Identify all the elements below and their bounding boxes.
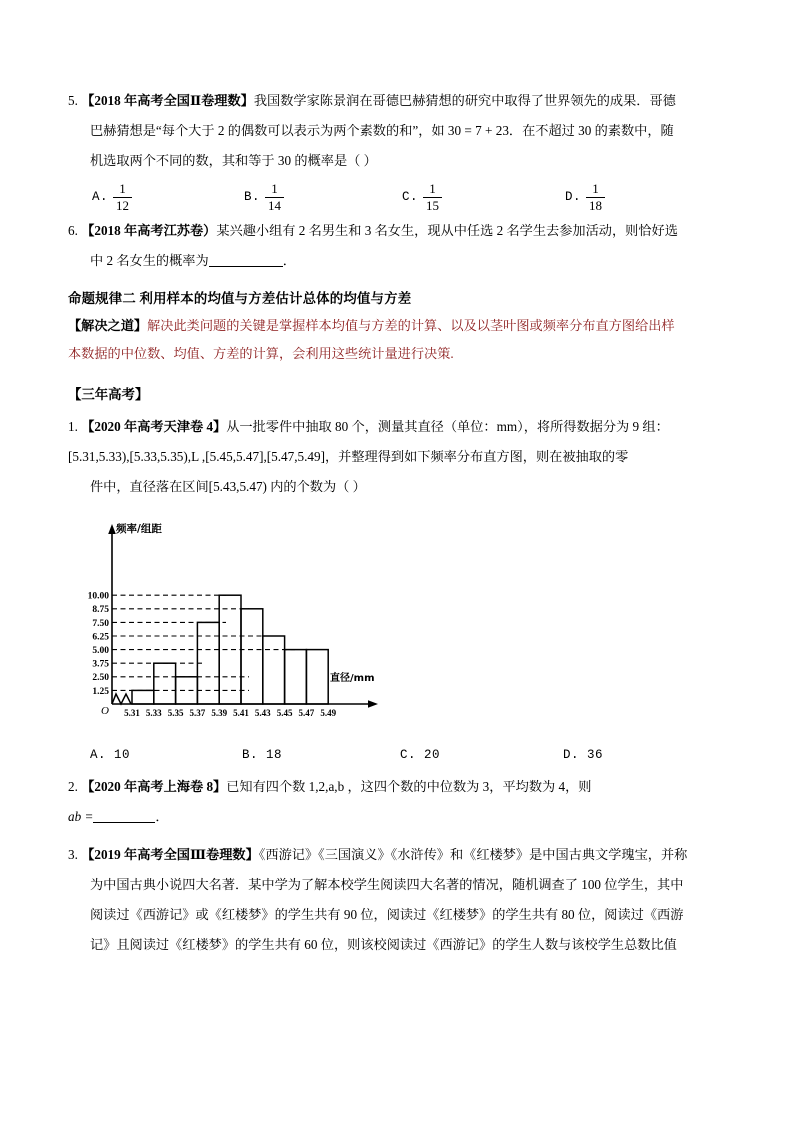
q6-source: 【2018 年高考江苏卷） — [81, 223, 217, 239]
y-tick-1.25: 1.25 — [92, 687, 109, 698]
q6-line2 — [68, 246, 728, 276]
q5-option-c[interactable] — [402, 182, 565, 212]
question-6 — [68, 216, 728, 276]
bar-2 — [154, 663, 176, 704]
q5-number: 5. — [68, 93, 78, 108]
x-axis-label: 直径/mm — [330, 673, 375, 685]
t2-source: 【2020 年高考上海卷 8】 — [81, 779, 227, 795]
histogram-bars — [132, 595, 328, 704]
t3-line1: 《西游记》《三国演义》《水浒传》和《红楼梦》是中国古典文学瑰宝，并称 — [258, 847, 688, 863]
solution-tag: 【解决之道】 — [68, 318, 148, 334]
page-content — [68, 86, 728, 960]
q5-option-d-fraction — [586, 182, 605, 212]
t3-line3: 阅读过《西游记》或《红楼梦》的学生共有 90 位，阅读过《红楼梦》的学生共有 80 位，阅读过《西游 — [90, 907, 684, 923]
t3-line2: 为中国古典小说四大名著．某中学为了解本校学生阅读四大名著的情况，随机调查了 100 位学生，其中 — [90, 877, 684, 893]
bar-9 — [306, 650, 328, 704]
t3-number: 3. — [68, 847, 78, 863]
q5-option-d-numerator: 1 — [592, 181, 599, 196]
q5-option-c-numerator: 1 — [429, 181, 436, 196]
q5-line2: 巴赫猜想是“每个大于 2 的偶数可以表示为两个素数的和”，如 30 = 7 + 23．在不超过 30 的素数中，随 — [90, 123, 674, 138]
q6-number: 6. — [68, 223, 78, 239]
t1-option-c-value: 20 — [424, 748, 441, 763]
t1-option-c-label: C. — [400, 748, 417, 763]
solution-line1: 解决此类问题的关键是掌握样本均值与方差的计算、以及以茎叶图或频率分布直方图给出样 — [147, 318, 675, 334]
x-tick-5.33: 5.33 — [145, 708, 162, 719]
histogram-svg — [82, 518, 422, 730]
t1-option-a[interactable] — [90, 748, 242, 762]
q5-option-b-denominator: 14 — [265, 197, 284, 213]
q5-option-b-label: B. — [244, 190, 261, 205]
q5-option-d-denominator: 18 — [586, 197, 605, 213]
q6-line2-text: 中 2 名女生的概率为 — [90, 253, 209, 269]
t1-option-b[interactable] — [242, 748, 400, 762]
solution-approach-block — [68, 312, 728, 368]
t1-option-c[interactable] — [400, 748, 563, 762]
t1-option-d-label: D. — [563, 748, 580, 763]
q6-line1: 某兴趣小组有 2 名男生和 3 名女生，现从中任选 2 名学生去参加活动，则恰好选 — [216, 223, 678, 239]
q5-option-b-fraction — [265, 182, 284, 212]
t3-line4: 记》且阅读过《红楼梦》的学生共有 60 位，则该校阅读过《西游记》的学生人数与该校学生总数比值 — [90, 937, 677, 953]
q5-line1: 我国数学家陈景润在哥德巴赫猜想的研究中取得了世界领先的成果．哥德 — [253, 93, 676, 108]
y-tick-5.00: 5.00 — [92, 646, 109, 657]
q5-option-a-fraction — [113, 182, 132, 212]
t1-option-a-value: 10 — [114, 748, 131, 763]
t2-line2 — [68, 802, 728, 832]
t2-expression: ab = — [68, 809, 94, 825]
t1-option-b-label: B. — [242, 748, 259, 763]
x-tick-5.39: 5.39 — [211, 708, 228, 719]
exam-question-1 — [68, 412, 728, 502]
frequency-distribution-histogram — [82, 518, 422, 730]
t1-option-b-value: 18 — [266, 748, 283, 763]
t1-source: 【2020 年高考天津卷 4】 — [81, 419, 227, 435]
bar-5 — [219, 595, 241, 704]
t1-line3: 件中，直径落在区间[5.43,5.47) 内的个数为（ ） — [90, 479, 366, 495]
axis-break-zigzag-icon — [112, 694, 131, 704]
y-tick-10.00: 10.00 — [87, 591, 109, 602]
t3-source: 【2019 年高考全国Ⅲ卷理数】 — [81, 847, 259, 863]
t1-option-a-label: A. — [90, 748, 107, 763]
q5-option-a-label: A. — [92, 190, 109, 205]
solution-line2: 本数据的中位数、均值、方差的计算，会利用这些统计量进行决策. — [68, 346, 454, 362]
t2-number: 2. — [68, 779, 78, 795]
q6-answer-blank[interactable] — [209, 253, 283, 267]
q5-option-b-numerator: 1 — [271, 181, 278, 196]
x-tick-5.35: 5.35 — [167, 708, 184, 719]
x-tick-5.31: 5.31 — [124, 708, 140, 719]
t1-options — [68, 748, 728, 762]
x-tick-5.37: 5.37 — [189, 708, 206, 719]
question-5 — [68, 86, 728, 176]
bar-6 — [241, 609, 263, 704]
t2-answer-blank[interactable] — [93, 809, 155, 823]
x-tick-5.43: 5.43 — [254, 708, 271, 719]
exam-question-3 — [68, 840, 728, 960]
t2-line1: 已知有四个数 1,2,a,b ，这四个数的中位数为 3，平均数为 4，则 — [226, 779, 592, 795]
bar-7 — [263, 636, 285, 704]
y-tick-labels — [88, 592, 110, 697]
y-tick-3.75: 3.75 — [92, 659, 109, 670]
q5-options — [68, 182, 728, 212]
three-year-exam-heading: 【三年高考】 — [68, 387, 149, 403]
x-tick-labels — [124, 708, 336, 718]
q5-option-a[interactable] — [92, 182, 244, 212]
t1-option-d-value: 36 — [587, 748, 604, 763]
y-axis-arrow — [108, 524, 116, 534]
t2-line2-period: ． — [155, 809, 169, 825]
bar-1 — [132, 691, 154, 705]
x-tick-5.49: 5.49 — [320, 708, 337, 719]
y-tick-7.50: 7.50 — [92, 619, 109, 630]
t1-option-d[interactable] — [563, 748, 603, 762]
q5-option-c-fraction — [423, 182, 442, 212]
q6-line2-period: ． — [282, 253, 296, 269]
x-tick-5.47: 5.47 — [298, 708, 315, 719]
y-axis-label: 频率/组距 — [116, 523, 162, 536]
q5-option-b[interactable] — [244, 182, 402, 212]
y-tick-2.50: 2.50 — [92, 673, 109, 684]
q5-option-c-denominator: 15 — [423, 197, 442, 213]
origin-label: O — [101, 705, 109, 718]
t1-line2: [5.31,5.33),[5.33,5.35),L ,[5.45,5.47],[5.47,5.49]，并整理得到如下频率分布直方图，则在被抽取的零 — [68, 449, 629, 465]
q5-option-a-numerator: 1 — [119, 181, 126, 196]
bar-3 — [176, 677, 198, 704]
t1-number: 1. — [68, 419, 78, 435]
x-tick-5.45: 5.45 — [276, 708, 293, 719]
x-tick-5.41: 5.41 — [233, 708, 249, 719]
q5-source: 【2018 年高考全国Ⅱ卷理数】 — [81, 93, 254, 108]
y-tick-8.75: 8.75 — [92, 605, 109, 616]
q5-option-a-denominator: 12 — [113, 197, 132, 213]
gridlines — [112, 595, 295, 690]
y-tick-6.25: 6.25 — [92, 632, 109, 643]
q5-option-d-label: D. — [565, 190, 582, 205]
q5-option-d[interactable] — [565, 182, 605, 212]
exam-question-2 — [68, 772, 728, 832]
q5-line3: 机选取两个不同的数，其和等于 30 的概率是（ ） — [90, 153, 377, 168]
x-axis-arrow — [368, 700, 378, 708]
t1-line1: 从一批零件中抽取 80 个，测量其直径（单位：mm），将所得数据分为 9 组： — [226, 419, 669, 435]
rule-heading: 命题规律二 利用样本的均值与方差估计总体的均值与方差 — [68, 291, 412, 307]
bar-8 — [285, 650, 307, 704]
q5-option-c-label: C. — [402, 190, 419, 205]
